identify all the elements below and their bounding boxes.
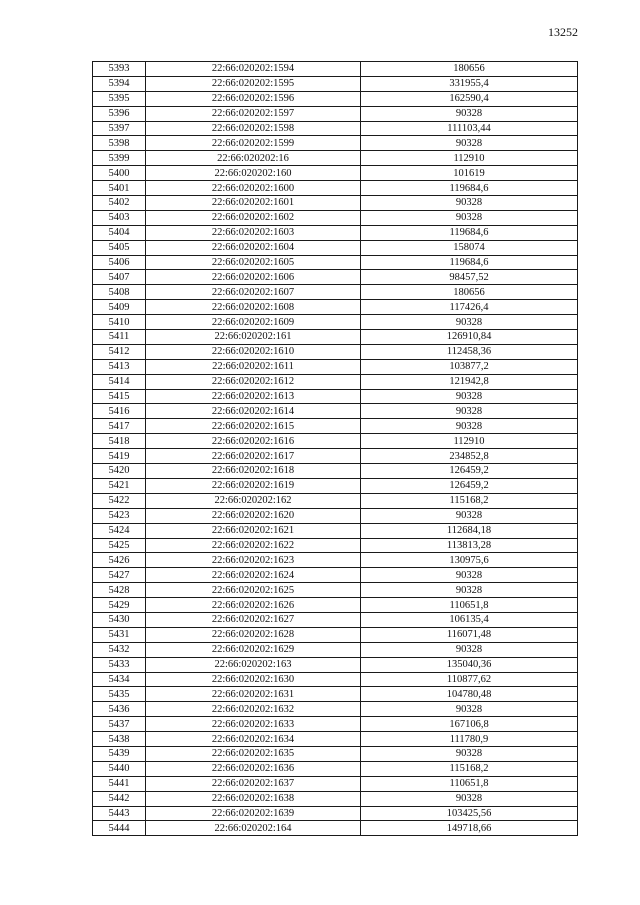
row-number-cell: 5440 bbox=[93, 761, 146, 776]
table-row bbox=[93, 657, 578, 672]
cadastral-number-cell: 22:66:020202:1609 bbox=[146, 315, 361, 330]
row-number-cell: 5404 bbox=[93, 225, 146, 240]
value-cell: 119684,6 bbox=[361, 181, 578, 196]
cadastral-number-cell: 22:66:020202:1615 bbox=[146, 419, 361, 434]
cadastral-number-cell: 22:66:020202:1613 bbox=[146, 389, 361, 404]
table-row bbox=[93, 672, 578, 687]
value-cell: 90328 bbox=[361, 404, 578, 419]
row-number-cell: 5441 bbox=[93, 776, 146, 791]
value-cell: 115168,2 bbox=[361, 761, 578, 776]
table-row bbox=[93, 330, 578, 345]
cadastral-number-cell: 22:66:020202:1635 bbox=[146, 746, 361, 761]
row-number-cell: 5413 bbox=[93, 359, 146, 374]
value-cell: 126459,2 bbox=[361, 464, 578, 479]
value-cell: 90328 bbox=[361, 702, 578, 717]
cadastral-number-cell: 22:66:020202:1604 bbox=[146, 240, 361, 255]
row-number-cell: 5431 bbox=[93, 627, 146, 642]
cadastral-number-cell: 22:66:020202:1603 bbox=[146, 225, 361, 240]
cadastral-number-cell: 22:66:020202:1631 bbox=[146, 687, 361, 702]
cadastral-number-cell: 22:66:020202:1632 bbox=[146, 702, 361, 717]
value-cell: 110877,62 bbox=[361, 672, 578, 687]
row-number-cell: 5420 bbox=[93, 464, 146, 479]
row-number-cell: 5433 bbox=[93, 657, 146, 672]
value-cell: 90328 bbox=[361, 791, 578, 806]
table-row bbox=[93, 404, 578, 419]
row-number-cell: 5407 bbox=[93, 270, 146, 285]
table-row bbox=[93, 419, 578, 434]
table-row bbox=[93, 449, 578, 464]
page-number: 13252 bbox=[548, 25, 578, 39]
value-cell: 111103,44 bbox=[361, 121, 578, 136]
cadastral-number-cell: 22:66:020202:1621 bbox=[146, 523, 361, 538]
value-cell: 110651,8 bbox=[361, 776, 578, 791]
cadastral-number-cell: 22:66:020202:1627 bbox=[146, 612, 361, 627]
row-number-cell: 5429 bbox=[93, 598, 146, 613]
value-cell: 112684,18 bbox=[361, 523, 578, 538]
value-cell: 130975,6 bbox=[361, 553, 578, 568]
table-row bbox=[93, 612, 578, 627]
row-number-cell: 5406 bbox=[93, 255, 146, 270]
row-number-cell: 5430 bbox=[93, 612, 146, 627]
value-cell: 162590,4 bbox=[361, 91, 578, 106]
value-cell: 112910 bbox=[361, 434, 578, 449]
value-cell: 104780,48 bbox=[361, 687, 578, 702]
row-number-cell: 5414 bbox=[93, 374, 146, 389]
table-row bbox=[93, 181, 578, 196]
cadastral-number-cell: 22:66:020202:1601 bbox=[146, 196, 361, 211]
table-row bbox=[93, 389, 578, 404]
value-cell: 90328 bbox=[361, 106, 578, 121]
cadastral-number-cell: 22:66:020202:1629 bbox=[146, 642, 361, 657]
cadastral-number-cell: 22:66:020202:1597 bbox=[146, 106, 361, 121]
row-number-cell: 5393 bbox=[93, 62, 146, 77]
table-row bbox=[93, 166, 578, 181]
value-cell: 180656 bbox=[361, 62, 578, 77]
row-number-cell: 5408 bbox=[93, 285, 146, 300]
table-row bbox=[93, 583, 578, 598]
row-number-cell: 5421 bbox=[93, 478, 146, 493]
value-cell: 90328 bbox=[361, 746, 578, 761]
value-cell: 90328 bbox=[361, 583, 578, 598]
table-row bbox=[93, 761, 578, 776]
row-number-cell: 5412 bbox=[93, 344, 146, 359]
cadastral-number-cell: 22:66:020202:1628 bbox=[146, 627, 361, 642]
row-number-cell: 5425 bbox=[93, 538, 146, 553]
row-number-cell: 5400 bbox=[93, 166, 146, 181]
value-cell: 90328 bbox=[361, 210, 578, 225]
row-number-cell: 5418 bbox=[93, 434, 146, 449]
table-row bbox=[93, 196, 578, 211]
table-row bbox=[93, 210, 578, 225]
row-number-cell: 5416 bbox=[93, 404, 146, 419]
cadastral-number-cell: 22:66:020202:1634 bbox=[146, 732, 361, 747]
row-number-cell: 5423 bbox=[93, 508, 146, 523]
table-row bbox=[93, 240, 578, 255]
value-cell: 113813,28 bbox=[361, 538, 578, 553]
row-number-cell: 5424 bbox=[93, 523, 146, 538]
cadastral-number-cell: 22:66:020202:1596 bbox=[146, 91, 361, 106]
cadastral-number-cell: 22:66:020202:1630 bbox=[146, 672, 361, 687]
table-row bbox=[93, 791, 578, 806]
row-number-cell: 5435 bbox=[93, 687, 146, 702]
cadastral-number-cell: 22:66:020202:162 bbox=[146, 493, 361, 508]
row-number-cell: 5399 bbox=[93, 151, 146, 166]
cadastral-value-table bbox=[92, 61, 578, 836]
row-number-cell: 5401 bbox=[93, 181, 146, 196]
table-row bbox=[93, 225, 578, 240]
table-row bbox=[93, 255, 578, 270]
value-cell: 126910,84 bbox=[361, 330, 578, 345]
row-number-cell: 5432 bbox=[93, 642, 146, 657]
cadastral-number-cell: 22:66:020202:160 bbox=[146, 166, 361, 181]
table-row bbox=[93, 121, 578, 136]
cadastral-number-cell: 22:66:020202:1612 bbox=[146, 374, 361, 389]
row-number-cell: 5405 bbox=[93, 240, 146, 255]
cadastral-number-cell: 22:66:020202:1595 bbox=[146, 76, 361, 91]
table-row bbox=[93, 806, 578, 821]
value-cell: 135040,36 bbox=[361, 657, 578, 672]
table-row bbox=[93, 300, 578, 315]
value-cell: 110651,8 bbox=[361, 598, 578, 613]
cadastral-number-cell: 22:66:020202:1622 bbox=[146, 538, 361, 553]
value-cell: 126459,2 bbox=[361, 478, 578, 493]
table-row bbox=[93, 62, 578, 77]
value-cell: 167106,8 bbox=[361, 717, 578, 732]
cadastral-number-cell: 22:66:020202:1600 bbox=[146, 181, 361, 196]
table-row bbox=[93, 106, 578, 121]
row-number-cell: 5419 bbox=[93, 449, 146, 464]
table-row bbox=[93, 434, 578, 449]
row-number-cell: 5409 bbox=[93, 300, 146, 315]
value-cell: 119684,6 bbox=[361, 225, 578, 240]
cadastral-number-cell: 22:66:020202:1639 bbox=[146, 806, 361, 821]
value-cell: 112458,36 bbox=[361, 344, 578, 359]
row-number-cell: 5398 bbox=[93, 136, 146, 151]
cadastral-number-cell: 22:66:020202:164 bbox=[146, 821, 361, 836]
value-cell: 119684,6 bbox=[361, 255, 578, 270]
row-number-cell: 5397 bbox=[93, 121, 146, 136]
table-row bbox=[93, 717, 578, 732]
value-cell: 90328 bbox=[361, 419, 578, 434]
cadastral-number-cell: 22:66:020202:1626 bbox=[146, 598, 361, 613]
cadastral-number-cell: 22:66:020202:1633 bbox=[146, 717, 361, 732]
table-row bbox=[93, 732, 578, 747]
value-cell: 149718,66 bbox=[361, 821, 578, 836]
value-cell: 121942,8 bbox=[361, 374, 578, 389]
cadastral-number-cell: 22:66:020202:1637 bbox=[146, 776, 361, 791]
row-number-cell: 5427 bbox=[93, 568, 146, 583]
cadastral-number-cell: 22:66:020202:1605 bbox=[146, 255, 361, 270]
cadastral-number-cell: 22:66:020202:1607 bbox=[146, 285, 361, 300]
row-number-cell: 5426 bbox=[93, 553, 146, 568]
cadastral-number-cell: 22:66:020202:1623 bbox=[146, 553, 361, 568]
cadastral-number-cell: 22:66:020202:1638 bbox=[146, 791, 361, 806]
value-cell: 115168,2 bbox=[361, 493, 578, 508]
cadastral-number-cell: 22:66:020202:1608 bbox=[146, 300, 361, 315]
cadastral-number-cell: 22:66:020202:16 bbox=[146, 151, 361, 166]
table-row bbox=[93, 76, 578, 91]
table-body bbox=[93, 62, 578, 836]
value-cell: 90328 bbox=[361, 642, 578, 657]
value-cell: 158074 bbox=[361, 240, 578, 255]
table-row bbox=[93, 151, 578, 166]
value-cell: 106135,4 bbox=[361, 612, 578, 627]
cadastral-number-cell: 22:66:020202:1616 bbox=[146, 434, 361, 449]
table-row bbox=[93, 642, 578, 657]
row-number-cell: 5395 bbox=[93, 91, 146, 106]
cadastral-number-cell: 22:66:020202:1625 bbox=[146, 583, 361, 598]
table-row bbox=[93, 478, 578, 493]
table-row bbox=[93, 523, 578, 538]
row-number-cell: 5444 bbox=[93, 821, 146, 836]
table-row bbox=[93, 702, 578, 717]
value-cell: 180656 bbox=[361, 285, 578, 300]
cadastral-number-cell: 22:66:020202:1614 bbox=[146, 404, 361, 419]
table-row bbox=[93, 270, 578, 285]
row-number-cell: 5396 bbox=[93, 106, 146, 121]
value-cell: 90328 bbox=[361, 389, 578, 404]
value-cell: 117426,4 bbox=[361, 300, 578, 315]
cadastral-number-cell: 22:66:020202:1618 bbox=[146, 464, 361, 479]
cadastral-number-cell: 22:66:020202:1610 bbox=[146, 344, 361, 359]
row-number-cell: 5394 bbox=[93, 76, 146, 91]
table-row bbox=[93, 344, 578, 359]
table-row bbox=[93, 746, 578, 761]
cadastral-number-cell: 22:66:020202:1611 bbox=[146, 359, 361, 374]
value-cell: 90328 bbox=[361, 136, 578, 151]
cadastral-number-cell: 22:66:020202:1620 bbox=[146, 508, 361, 523]
value-cell: 111780,9 bbox=[361, 732, 578, 747]
table-row bbox=[93, 315, 578, 330]
cadastral-number-cell: 22:66:020202:1617 bbox=[146, 449, 361, 464]
cadastral-number-cell: 22:66:020202:1636 bbox=[146, 761, 361, 776]
value-cell: 116071,48 bbox=[361, 627, 578, 642]
row-number-cell: 5437 bbox=[93, 717, 146, 732]
value-cell: 234852,8 bbox=[361, 449, 578, 464]
table-row bbox=[93, 91, 578, 106]
value-cell: 331955,4 bbox=[361, 76, 578, 91]
cadastral-number-cell: 22:66:020202:1599 bbox=[146, 136, 361, 151]
value-cell: 90328 bbox=[361, 568, 578, 583]
table-row bbox=[93, 538, 578, 553]
value-cell: 98457,52 bbox=[361, 270, 578, 285]
row-number-cell: 5415 bbox=[93, 389, 146, 404]
row-number-cell: 5434 bbox=[93, 672, 146, 687]
table-row bbox=[93, 136, 578, 151]
row-number-cell: 5439 bbox=[93, 746, 146, 761]
cadastral-number-cell: 22:66:020202:1606 bbox=[146, 270, 361, 285]
row-number-cell: 5436 bbox=[93, 702, 146, 717]
table-row bbox=[93, 776, 578, 791]
cadastral-number-cell: 22:66:020202:1598 bbox=[146, 121, 361, 136]
row-number-cell: 5442 bbox=[93, 791, 146, 806]
table-row bbox=[93, 285, 578, 300]
row-number-cell: 5428 bbox=[93, 583, 146, 598]
cadastral-number-cell: 22:66:020202:1619 bbox=[146, 478, 361, 493]
row-number-cell: 5411 bbox=[93, 330, 146, 345]
table-row bbox=[93, 464, 578, 479]
row-number-cell: 5438 bbox=[93, 732, 146, 747]
row-number-cell: 5402 bbox=[93, 196, 146, 211]
cadastral-number-cell: 22:66:020202:1594 bbox=[146, 62, 361, 77]
value-cell: 103877,2 bbox=[361, 359, 578, 374]
table-row bbox=[93, 598, 578, 613]
value-cell: 103425,56 bbox=[361, 806, 578, 821]
row-number-cell: 5417 bbox=[93, 419, 146, 434]
value-cell: 90328 bbox=[361, 315, 578, 330]
table-row bbox=[93, 374, 578, 389]
table-row bbox=[93, 568, 578, 583]
cadastral-number-cell: 22:66:020202:161 bbox=[146, 330, 361, 345]
table-row bbox=[93, 553, 578, 568]
table-row bbox=[93, 687, 578, 702]
cadastral-number-cell: 22:66:020202:1602 bbox=[146, 210, 361, 225]
cadastral-number-cell: 22:66:020202:163 bbox=[146, 657, 361, 672]
row-number-cell: 5443 bbox=[93, 806, 146, 821]
value-cell: 112910 bbox=[361, 151, 578, 166]
value-cell: 101619 bbox=[361, 166, 578, 181]
table-row bbox=[93, 821, 578, 836]
row-number-cell: 5410 bbox=[93, 315, 146, 330]
table-row bbox=[93, 359, 578, 374]
table-row bbox=[93, 493, 578, 508]
value-cell: 90328 bbox=[361, 196, 578, 211]
table-row bbox=[93, 508, 578, 523]
cadastral-number-cell: 22:66:020202:1624 bbox=[146, 568, 361, 583]
row-number-cell: 5422 bbox=[93, 493, 146, 508]
row-number-cell: 5403 bbox=[93, 210, 146, 225]
value-cell: 90328 bbox=[361, 508, 578, 523]
table-row bbox=[93, 627, 578, 642]
